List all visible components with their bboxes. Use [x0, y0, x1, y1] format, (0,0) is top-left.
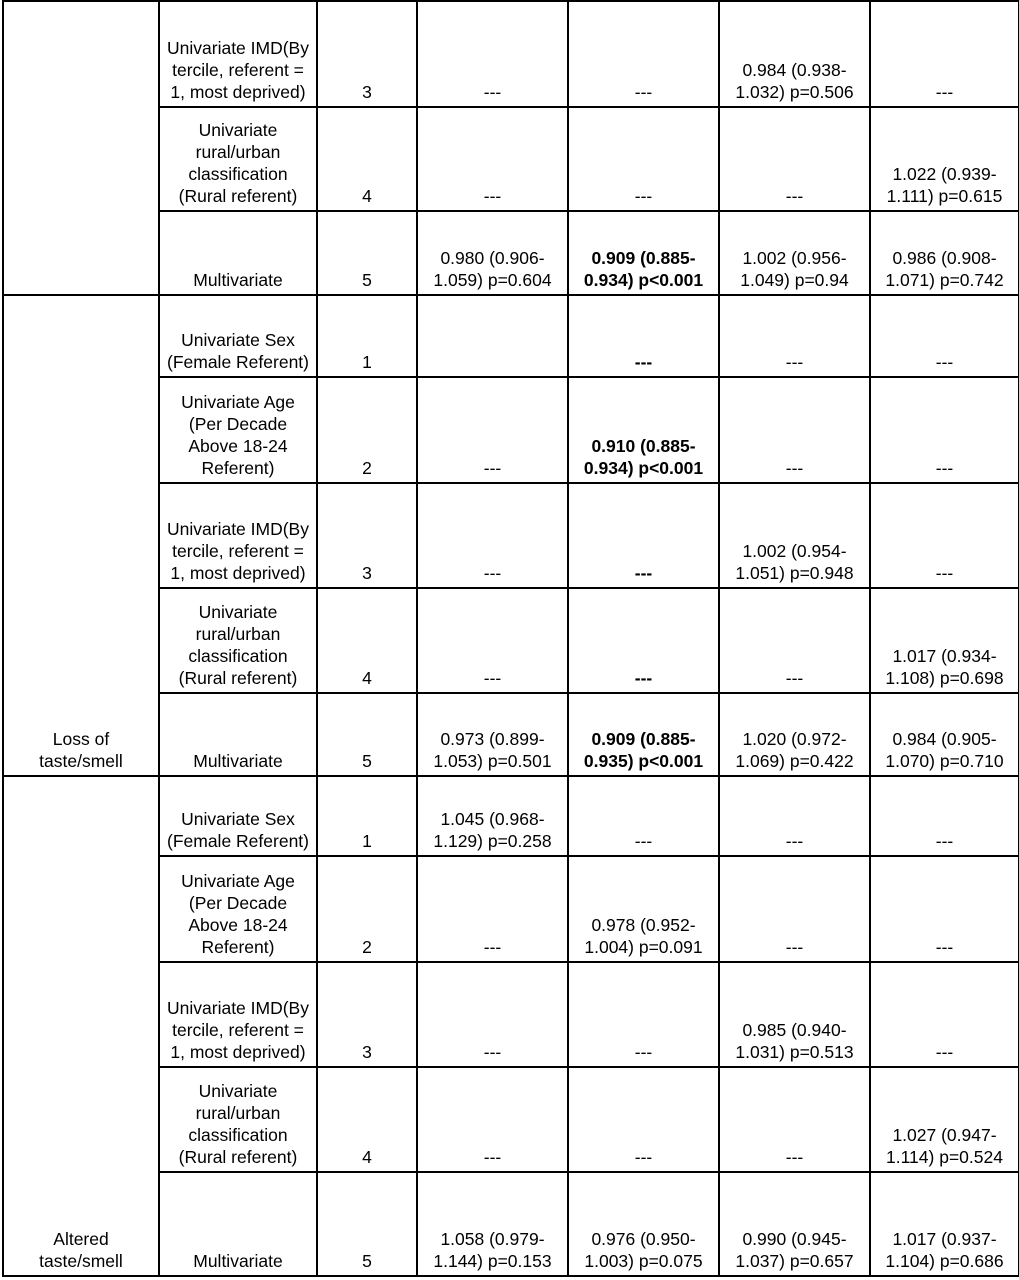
value-cell: --- [719, 377, 870, 483]
model-number-cell: 4 [317, 1067, 417, 1172]
value-cell: 1.058 (0.979-1.144) p=0.153 [417, 1172, 568, 1276]
value-cell: --- [568, 962, 719, 1067]
model-cell: Univariate rural/urban classification (Rural referent) [159, 1067, 317, 1172]
model-cell: Univariate Age (Per Decade Above 18-24 Referent) [159, 856, 317, 962]
bold-value: --- [634, 668, 653, 688]
outcome-cell [3, 1, 159, 295]
value-cell: 1.027 (0.947-1.114) p=0.524 [870, 1067, 1019, 1172]
value-cell: 0.986 (0.908-1.071) p=0.742 [870, 211, 1019, 295]
value-cell: --- [417, 856, 568, 962]
model-number-cell: 4 [317, 107, 417, 211]
value-cell-bold [568, 588, 719, 693]
value-cell: --- [719, 856, 870, 962]
value-cell: --- [719, 1067, 870, 1172]
model-cell: Univariate Sex (Female Referent) [159, 776, 317, 856]
model-cell: Univariate IMD(By tercile, referent = 1, most deprived) [159, 962, 317, 1067]
value-cell: --- [417, 588, 568, 693]
model-cell: Univariate rural/urban classification (Rural referent) [159, 107, 317, 211]
model-number-cell: 5 [317, 1172, 417, 1276]
value-cell: --- [870, 1, 1019, 107]
value-cell: --- [870, 483, 1019, 588]
model-number-cell: 1 [317, 776, 417, 856]
value-cell: --- [568, 1067, 719, 1172]
model-cell: Univariate Age (Per Decade Above 18-24 Referent) [159, 377, 317, 483]
value-cell: 1.022 (0.939-1.111) p=0.615 [870, 107, 1019, 211]
model-cell: Univariate IMD(By tercile, referent = 1, most deprived) [159, 483, 317, 588]
value-cell: --- [870, 856, 1019, 962]
value-cell: --- [870, 776, 1019, 856]
value-cell: 1.017 (0.934-1.108) p=0.698 [870, 588, 1019, 693]
value-cell: --- [870, 962, 1019, 1067]
table-row [3, 776, 1019, 856]
value-cell: 0.984 (0.938-1.032) p=0.506 [719, 1, 870, 107]
model-number-cell: 4 [317, 588, 417, 693]
bold-value: 0.909 (0.885-0.935) p<0.001 [583, 729, 704, 771]
model-number-cell: 3 [317, 1, 417, 107]
outcome-cell: Loss of taste/smell [3, 295, 159, 776]
value-cell: 1.002 (0.956-1.049) p=0.94 [719, 211, 870, 295]
model-cell: Multivariate [159, 693, 317, 776]
model-cell: Univariate Sex (Female Referent) [159, 295, 317, 377]
value-cell: 1.020 (0.972-1.069) p=0.422 [719, 693, 870, 776]
value-cell [417, 295, 568, 377]
results-table [2, 0, 1019, 1277]
bold-value: --- [634, 352, 653, 372]
value-cell: 0.978 (0.952-1.004) p=0.091 [568, 856, 719, 962]
value-cell: --- [417, 1, 568, 107]
value-cell: 1.002 (0.954-1.051) p=0.948 [719, 483, 870, 588]
value-cell: 1.017 (0.937-1.104) p=0.686 [870, 1172, 1019, 1276]
outcome-cell: Altered taste/smell [3, 776, 159, 1276]
value-cell: --- [568, 1, 719, 107]
value-cell: --- [719, 776, 870, 856]
model-number-cell: 5 [317, 211, 417, 295]
model-cell: Multivariate [159, 1172, 317, 1276]
model-cell: Univariate rural/urban classification (Rural referent) [159, 588, 317, 693]
value-cell: --- [417, 962, 568, 1067]
value-cell: --- [417, 107, 568, 211]
value-cell-bold [568, 693, 719, 776]
bold-value: 0.910 (0.885-0.934) p<0.001 [583, 436, 704, 478]
model-number-cell: 1 [317, 295, 417, 377]
model-number-cell: 2 [317, 856, 417, 962]
bold-value: --- [634, 563, 653, 583]
value-cell: --- [719, 107, 870, 211]
value-cell: 0.980 (0.906-1.059) p=0.604 [417, 211, 568, 295]
value-cell: 0.985 (0.940-1.031) p=0.513 [719, 962, 870, 1067]
model-number-cell: 3 [317, 483, 417, 588]
value-cell: --- [417, 483, 568, 588]
model-cell: Univariate IMD(By tercile, referent = 1, most deprived) [159, 1, 317, 107]
value-cell: --- [568, 107, 719, 211]
value-cell: --- [417, 1067, 568, 1172]
value-cell-bold [568, 377, 719, 483]
value-cell-bold [568, 295, 719, 377]
model-number-cell: 2 [317, 377, 417, 483]
value-cell-bold [568, 211, 719, 295]
value-cell: --- [568, 776, 719, 856]
value-cell: 0.984 (0.905-1.070) p=0.710 [870, 693, 1019, 776]
value-cell: --- [417, 377, 568, 483]
model-number-cell: 5 [317, 693, 417, 776]
value-cell-bold [568, 483, 719, 588]
table-row [3, 1, 1019, 107]
value-cell: 1.045 (0.968-1.129) p=0.258 [417, 776, 568, 856]
table-row [3, 295, 1019, 377]
model-number-cell: 3 [317, 962, 417, 1067]
value-cell: 0.990 (0.945-1.037) p=0.657 [719, 1172, 870, 1276]
value-cell: 0.976 (0.950-1.003) p=0.075 [568, 1172, 719, 1276]
value-cell: --- [870, 295, 1019, 377]
value-cell: --- [719, 588, 870, 693]
value-cell: 0.973 (0.899-1.053) p=0.501 [417, 693, 568, 776]
bold-value: 0.909 (0.885-0.934) p<0.001 [583, 248, 704, 290]
model-cell: Multivariate [159, 211, 317, 295]
value-cell: --- [719, 295, 870, 377]
value-cell: --- [870, 377, 1019, 483]
